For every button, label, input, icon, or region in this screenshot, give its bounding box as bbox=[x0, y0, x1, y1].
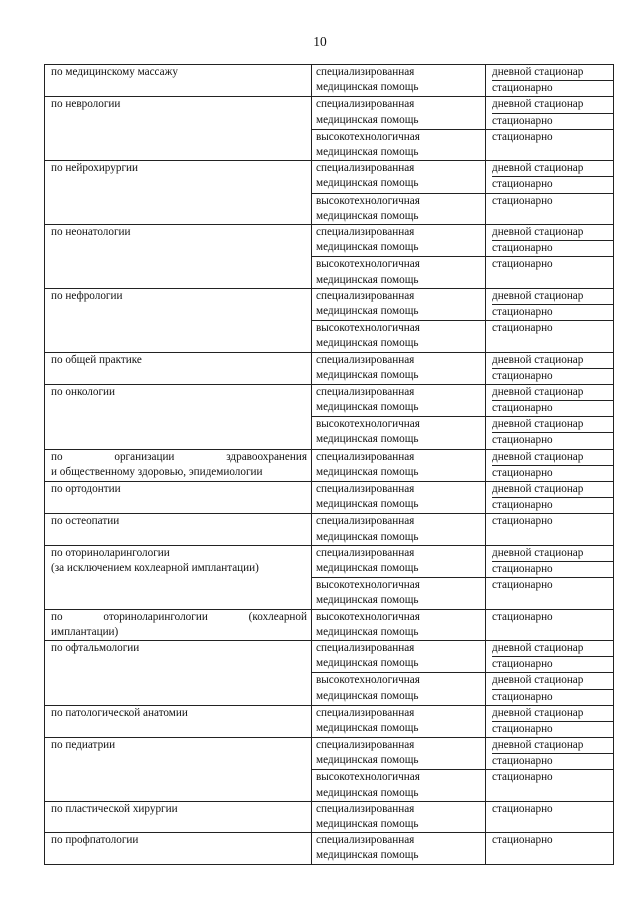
specialty-text: по неврологии bbox=[51, 98, 121, 111]
table-row bbox=[45, 482, 614, 514]
condition-text: стационарно bbox=[492, 610, 553, 623]
specialty-cell bbox=[45, 288, 312, 352]
table-row bbox=[45, 97, 614, 129]
care-type-text: специализированная bbox=[316, 353, 415, 366]
care-type-cell bbox=[312, 352, 486, 384]
care-type-cell bbox=[312, 738, 486, 770]
care-type-text: специализированная bbox=[316, 546, 415, 559]
specialty-text: по патологической анатомии bbox=[51, 706, 188, 719]
condition-text: стационарно bbox=[492, 755, 553, 768]
care-type-text: медицинская помощь bbox=[316, 368, 419, 381]
conditions-cell bbox=[486, 129, 614, 160]
specialty-text: по онкологии bbox=[51, 385, 116, 398]
care-type-text: медицинская помощь bbox=[316, 273, 419, 286]
care-type-text: высокотехнологичная bbox=[316, 674, 420, 687]
conditions-cell bbox=[486, 224, 614, 256]
condition-text: дневной стационар bbox=[492, 417, 613, 433]
condition-text: дневной стационар bbox=[492, 97, 613, 113]
condition-text: стационарно bbox=[492, 499, 553, 512]
care-type-text: специализированная bbox=[316, 834, 415, 847]
care-type-text: медицинская помощь bbox=[316, 498, 419, 511]
specialty-cell bbox=[45, 97, 312, 161]
specialty-text: по медицинскому массажу bbox=[51, 66, 178, 78]
conditions-cell bbox=[486, 65, 614, 97]
specialty-text: по оториноларингологии bbox=[51, 546, 170, 559]
specialty-cell bbox=[45, 449, 312, 481]
table-row bbox=[45, 288, 614, 320]
conditions-cell bbox=[486, 449, 614, 481]
care-type-text: высокотехнологичная bbox=[316, 258, 420, 271]
conditions-cell bbox=[486, 705, 614, 737]
care-type-text: медицинская помощь bbox=[316, 465, 419, 478]
care-type-cell bbox=[312, 224, 486, 256]
condition-text: дневной стационар bbox=[492, 225, 613, 241]
condition-text: стационарно bbox=[492, 562, 553, 575]
care-type-text: медицинская помощь bbox=[316, 561, 419, 574]
conditions-cell bbox=[486, 257, 614, 288]
condition-text: дневной стационар bbox=[492, 289, 613, 305]
specialty-cell bbox=[45, 640, 312, 705]
care-type-text: высокотехнологичная bbox=[316, 194, 420, 207]
care-type-text: медицинская помощь bbox=[316, 304, 419, 317]
condition-text: стационарно bbox=[492, 690, 553, 703]
care-type-text: высокотехнологичная bbox=[316, 418, 420, 431]
table-row bbox=[45, 352, 614, 384]
condition-text: стационарно bbox=[492, 130, 553, 143]
table-row bbox=[45, 384, 614, 416]
condition-text: стационарно bbox=[492, 305, 553, 318]
conditions-cell bbox=[486, 352, 614, 384]
care-type-text: высокотехнологичная bbox=[316, 610, 420, 623]
specialty-text: по ортодонтии bbox=[51, 483, 121, 495]
care-type-text: высокотехнологичная bbox=[316, 130, 420, 143]
specialty-cell bbox=[45, 384, 312, 449]
condition-text: стационарно bbox=[492, 402, 553, 415]
table-row bbox=[45, 449, 614, 481]
care-type-text: специализированная bbox=[316, 98, 415, 111]
condition-text: дневной стационар bbox=[492, 385, 613, 401]
care-type-text: медицинская помощь bbox=[316, 81, 419, 94]
care-type-text: специализированная bbox=[316, 162, 415, 175]
care-type-text: медицинская помощь bbox=[316, 145, 419, 158]
care-type-cell bbox=[312, 482, 486, 514]
condition-text: дневной стационар bbox=[492, 353, 613, 369]
care-type-text: специализированная bbox=[316, 641, 415, 654]
care-type-cell bbox=[312, 514, 486, 545]
care-type-text: медицинская помощь bbox=[316, 401, 419, 414]
care-type-cell bbox=[312, 545, 486, 577]
page-number: 10 bbox=[313, 34, 327, 49]
conditions-cell bbox=[486, 738, 614, 770]
care-type-text: медицинская помощь bbox=[316, 337, 419, 350]
care-type-cell bbox=[312, 640, 486, 672]
specialty-cell bbox=[45, 545, 312, 609]
specialty-text: по нейрохирургии bbox=[51, 162, 139, 175]
specialty-cell bbox=[45, 801, 312, 832]
care-type-cell bbox=[312, 833, 486, 864]
care-type-cell bbox=[312, 129, 486, 160]
table-row bbox=[45, 705, 614, 737]
care-type-cell bbox=[312, 65, 486, 97]
condition-text: стационарно bbox=[492, 114, 553, 127]
table-row bbox=[45, 161, 614, 193]
specialty-text: имплантации) bbox=[51, 625, 119, 638]
specialty-text: по офтальмологии bbox=[51, 641, 140, 654]
care-type-text: медицинская помощь bbox=[316, 754, 419, 767]
table-row bbox=[45, 224, 614, 256]
care-type-text: специализированная bbox=[316, 706, 415, 719]
condition-text: дневной стационар bbox=[492, 450, 613, 466]
specialty-cell bbox=[45, 224, 312, 288]
conditions-cell bbox=[486, 288, 614, 320]
care-type-text: специализированная bbox=[316, 450, 415, 463]
care-type-text: медицинская помощь bbox=[316, 594, 419, 607]
care-type-cell bbox=[312, 321, 486, 352]
care-type-text: медицинская помощь bbox=[316, 530, 419, 543]
care-type-text: медицинская помощь bbox=[316, 625, 419, 638]
care-type-cell bbox=[312, 417, 486, 449]
conditions-cell bbox=[486, 578, 614, 609]
condition-text: дневной стационар bbox=[492, 641, 613, 657]
condition-text: стационарно bbox=[492, 802, 553, 815]
care-type-text: специализированная bbox=[316, 515, 415, 528]
care-type-text: специализированная bbox=[316, 739, 415, 752]
specialty-cell bbox=[45, 65, 312, 97]
conditions-cell bbox=[486, 545, 614, 577]
condition-text: дневной стационар bbox=[492, 706, 613, 722]
care-type-text: медицинская помощь bbox=[316, 177, 419, 190]
condition-text: стационарно bbox=[492, 434, 553, 447]
care-type-text: медицинская помощь bbox=[316, 113, 419, 126]
specialty-cell bbox=[45, 514, 312, 545]
care-type-cell bbox=[312, 384, 486, 416]
care-type-cell bbox=[312, 161, 486, 193]
specialty-cell bbox=[45, 705, 312, 737]
care-type-text: высокотехнологичная bbox=[316, 579, 420, 592]
conditions-cell bbox=[486, 482, 614, 514]
specialty-cell bbox=[45, 482, 312, 514]
specialty-text: по оториноларингологии (кохлеарной bbox=[51, 610, 307, 623]
care-type-text: медицинская помощь bbox=[316, 689, 419, 702]
table-row bbox=[45, 545, 614, 577]
care-type-text: медицинская помощь bbox=[316, 818, 419, 831]
care-type-text: медицинская помощь bbox=[316, 433, 419, 446]
care-type-cell bbox=[312, 97, 486, 129]
care-type-text: медицинская помощь bbox=[316, 241, 419, 254]
conditions-cell bbox=[486, 514, 614, 545]
care-type-cell bbox=[312, 705, 486, 737]
condition-text: стационарно bbox=[492, 178, 553, 191]
condition-text: стационарно bbox=[492, 722, 553, 735]
care-type-text: специализированная bbox=[316, 385, 415, 398]
conditions-cell bbox=[486, 161, 614, 193]
table-row bbox=[45, 609, 614, 640]
table-row bbox=[45, 738, 614, 770]
table-row bbox=[45, 833, 614, 864]
condition-text: стационарно bbox=[492, 369, 553, 382]
care-type-text: медицинская помощь bbox=[316, 849, 419, 862]
conditions-cell bbox=[486, 97, 614, 129]
specialty-cell bbox=[45, 161, 312, 225]
specialty-text: по профпатологии bbox=[51, 834, 139, 847]
conditions-cell bbox=[486, 640, 614, 672]
condition-text: стационарно bbox=[492, 82, 553, 95]
care-type-cell bbox=[312, 288, 486, 320]
specialty-text: (за исключением кохлеарной имплантации) bbox=[51, 561, 259, 574]
condition-text: стационарно bbox=[492, 579, 553, 592]
specialty-text: по неонатологии bbox=[51, 225, 131, 238]
care-type-text: специализированная bbox=[316, 289, 415, 302]
care-type-text: медицинская помощь bbox=[316, 209, 419, 222]
condition-text: дневной стационар bbox=[492, 161, 613, 177]
conditions-cell bbox=[486, 801, 614, 832]
care-type-cell bbox=[312, 193, 486, 224]
conditions-cell bbox=[486, 193, 614, 224]
care-type-cell bbox=[312, 578, 486, 609]
table-row bbox=[45, 640, 614, 672]
conditions-cell bbox=[486, 609, 614, 640]
conditions-cell bbox=[486, 770, 614, 801]
conditions-cell bbox=[486, 673, 614, 705]
table-row bbox=[45, 514, 614, 545]
table-body bbox=[45, 65, 614, 865]
condition-text: стационарно bbox=[492, 771, 553, 784]
specialty-text: и общественному здоровью, эпидемиологии bbox=[51, 465, 263, 478]
condition-text: стационарно bbox=[492, 515, 553, 528]
condition-text: стационарно bbox=[492, 242, 553, 255]
condition-text: дневной стационар bbox=[492, 65, 613, 81]
conditions-cell bbox=[486, 833, 614, 864]
care-type-text: медицинская помощь bbox=[316, 657, 419, 670]
specialty-cell bbox=[45, 609, 312, 640]
condition-text: дневной стационар bbox=[492, 738, 613, 754]
care-type-cell bbox=[312, 257, 486, 288]
care-type-cell bbox=[312, 673, 486, 705]
specialty-cell bbox=[45, 738, 312, 802]
conditions-cell bbox=[486, 321, 614, 352]
specialty-text: по пластической хирургии bbox=[51, 802, 178, 815]
care-type-cell bbox=[312, 609, 486, 640]
care-type-text: медицинская помощь bbox=[316, 721, 419, 734]
specialty-text: по педиатрии bbox=[51, 739, 116, 752]
specialty-text: по общей практике bbox=[51, 353, 142, 366]
care-type-text: специализированная bbox=[316, 483, 415, 495]
care-type-cell bbox=[312, 449, 486, 481]
condition-text: дневной стационар bbox=[492, 482, 613, 498]
table-row bbox=[45, 801, 614, 832]
condition-text: стационарно bbox=[492, 658, 553, 671]
care-type-text: специализированная bbox=[316, 225, 415, 238]
care-type-cell bbox=[312, 770, 486, 801]
condition-text: стационарно bbox=[492, 834, 553, 847]
conditions-cell bbox=[486, 384, 614, 416]
condition-text: стационарно bbox=[492, 194, 553, 207]
conditions-cell bbox=[486, 417, 614, 449]
care-type-text: специализированная bbox=[316, 66, 415, 78]
care-type-text: медицинская помощь bbox=[316, 786, 419, 799]
condition-text: стационарно bbox=[492, 466, 553, 479]
services-table bbox=[44, 64, 614, 865]
specialty-text: по организации здравоохранения bbox=[51, 450, 307, 463]
specialty-text: по нефрологии bbox=[51, 289, 123, 302]
table-row bbox=[45, 65, 614, 97]
condition-text: дневной стационар bbox=[492, 546, 613, 562]
care-type-text: специализированная bbox=[316, 802, 415, 815]
care-type-cell bbox=[312, 801, 486, 832]
condition-text: дневной стационар bbox=[492, 673, 613, 689]
condition-text: стационарно bbox=[492, 322, 553, 335]
specialty-cell bbox=[45, 833, 312, 864]
condition-text: стационарно bbox=[492, 258, 553, 271]
care-type-text: высокотехнологичная bbox=[316, 771, 420, 784]
specialty-text: по остеопатии bbox=[51, 515, 120, 528]
specialty-cell bbox=[45, 352, 312, 384]
care-type-text: высокотехнологичная bbox=[316, 322, 420, 335]
